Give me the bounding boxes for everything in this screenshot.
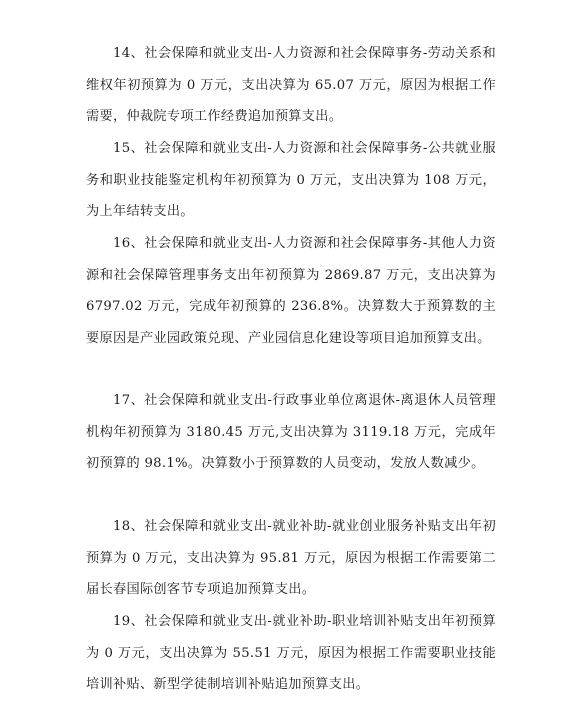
- paragraph-item-17: 17、社会保障和就业支出-行政事业单位离退休-离退休人员管理机构年初预算为 3180.45 万元,支出决算为 3119.18 万元，完成年初预算的 98.1%。决算数小于预算数的人员变动，发放人数减少。: [86, 393, 496, 472]
- paragraph-item-18: 18、社会保障和就业支出-就业补助-就业创业服务补贴支出年初预算为 0 万元，支出决算为 95.81 万元，原因为根据工作需要第二届长春国际创客节专项追加预算支出。: [86, 519, 496, 598]
- paragraph-item-19: 19、社会保障和就业支出-就业补助-职业培训补贴支出年初预算为 0 万元，支出决算为 55.51 万元，原因为根据工作需要职业技能培训补贴、新型学徒制培训补贴追加预算支出。: [86, 614, 496, 693]
- paragraph-item-14: 14、社会保障和就业支出-人力资源和社会保障事务-劳动关系和维权年初预算为 0 万元，支出决算为 65.07 万元，原因为根据工作需要，仲裁院专项工作经费追加预算支出。: [86, 46, 496, 125]
- paragraph-item-16: 16、社会保障和就业支出-人力资源和社会保障事务-其他人力资源和社会保障管理事务支出年初预算为 2869.87 万元，支出决算为 6797.02 万元，完成年初预算的 236.8%。决算数大于预算数的主要原因是产业园政策兑现、产业园信息化建设等项目追加预算支出。: [86, 236, 496, 346]
- paragraph-item-15: 15、社会保障和就业支出-人力资源和社会保障事务-公共就业服务和职业技能鉴定机构年初预算为 0 万元，支出决算为 108 万元，为上年结转支出。: [86, 141, 496, 220]
